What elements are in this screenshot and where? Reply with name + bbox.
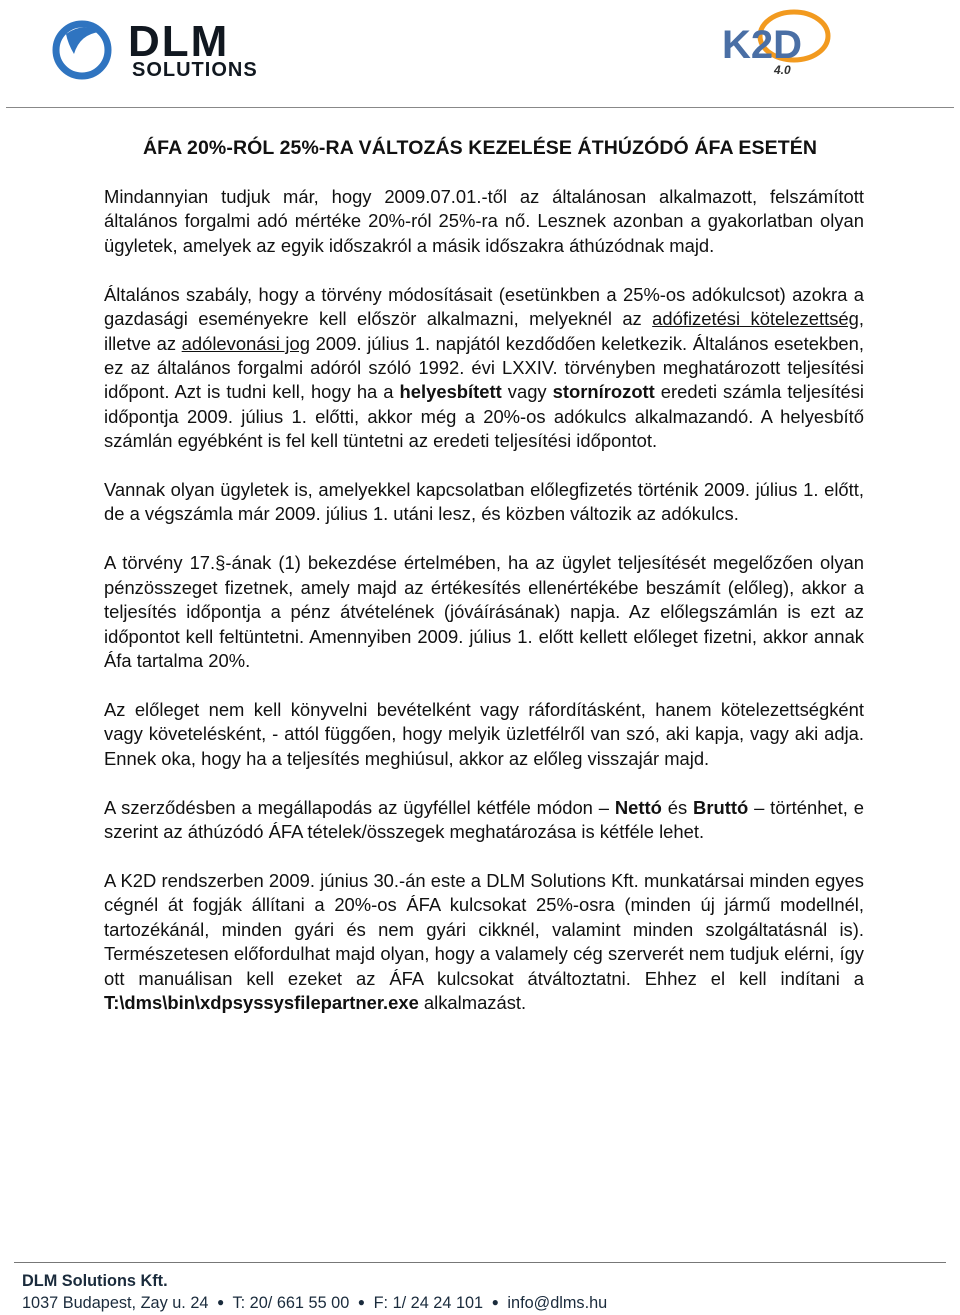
footer-address: 1037 Budapest, Zay u. 24: [22, 1294, 209, 1312]
paragraph-6: [104, 796, 864, 845]
footer-email: info@dlms.hu: [507, 1294, 608, 1312]
footer-company: DLM Solutions Kft.: [22, 1272, 168, 1290]
paragraph-2-text-b: , illetve az: [104, 308, 864, 354]
paragraph-5: Az előleget nem kell könyvelni bevételként vagy ráfordításként, hanem kötelezettségként vagy követelésként, - attól függően, hogy melyik üzletfélről van szó, aki kapja, vagy aki adja. Ennek oka, hogy ha a teljesítés meghiúsul, akkor az előleg visszajár majd.: [104, 698, 864, 769]
document-title: ÁFA 20%-RÓL 25%-RA VÁLTOZÁS KEZELÉSE ÁTHÚZÓDÓ ÁFA ESETÉN: [142, 137, 818, 159]
footer-fax: F: 1/ 24 24 101: [373, 1294, 484, 1312]
footer-phone: T: 20/ 661 55 00: [232, 1294, 350, 1312]
underlined-tax-obligation: adófizetési kötelezettség: [652, 308, 859, 330]
dlm-logo-main-text: DLM: [128, 17, 230, 66]
paragraph-4: A törvény 17.§-ának (1) bekezdése értelmében, ha az ügylet teljesítését megelőzően olyan pénzösszeget fizetnek, amely majd az értékesítés ellenértékébe beszámít (előleg), akkor a teljesítés időpontja a pénz átvételének (jóváírásának) napja. Az előlegszámlán is ezt az időpontot kell feltüntetni. Amennyiben 2009. július 1. előtt kellett előleget fizetni, akkor annak Áfa tartalma 20%.: [104, 552, 864, 671]
document-body: [104, 185, 864, 1040]
footer-divider: [14, 1262, 946, 1263]
dlm-logo-swoosh-icon: [66, 27, 100, 54]
page-footer: [22, 1271, 607, 1314]
paragraph-7-text-a: A K2D rendszerben 2009. június 30.-án este a DLM Solutions Kft. munkatársai minden egyes cégnél át fogják állítani a 20%-os ÁFA kulcsokat 25%-osra (minden új jármű modellnél, tartozékánál, minden gyári és nem gyári cikknél, valamint minden szolgáltatásnál is). Természetesen előfordulhat majd olyan, hogy a valamely cég szerverét nem tudjuk elérni, így ott manuálisan kell ezeket az ÁFA kulcsokat átváltoztatni. Ehhez el kell indítani a: [104, 869, 864, 989]
dlm-solutions-logo: [52, 14, 297, 82]
k2d-logo: [716, 6, 851, 78]
bold-exe-path: T:\dms\bin\xdpsyssysfilepartner.exe: [104, 991, 419, 1013]
bold-gross: Bruttó: [693, 796, 749, 818]
paragraph-3: Vannak olyan ügyletek is, amelyekkel kapcsolatban előlegfizetés történik 2009. július 1. előtt, de a végszámla már 2009. július 1. utáni lesz, és közben változik az adókulcs.: [104, 479, 864, 525]
paragraph-2-text-e: eredeti számla teljesítési időpontja 2009. július 1. előtti, akkor még a 20%-os adókulcs alkalmazandó. A helyesbítő számlán egyébként is fel kell tüntetni az eredeti teljesítési időpontot.: [104, 381, 864, 452]
footer-contact-line: [22, 1292, 607, 1314]
bullet-icon: ●: [217, 1295, 225, 1309]
paragraph-1: Mindannyian tudjuk már, hogy 2009.07.01.-től az általánosan alkalmazott, felszámított általános forgalmi adó mértéke 20%-ról 25%-ra nő. Lesznek azonban a gyakorlatban olyan ügyletek, amelyek az egyik időszakról a másik időszakra áthúzódnak majd.: [104, 186, 864, 256]
k2d-logo-main-text: K2D: [722, 23, 803, 67]
paragraph-6-text-b: és: [661, 796, 694, 818]
paragraph-6-text-c: – történhet, e szerint az áthúzódó ÁFA tételek/összegek meghatározása is kétféle lehet.: [104, 796, 864, 843]
bold-cancelled: stornírozott: [552, 381, 655, 403]
paragraph-6-text-a: A szerződésben a megállapodás az ügyféllel kétféle módon –: [104, 796, 615, 818]
bullet-icon: ●: [491, 1295, 499, 1309]
paragraph-2-text-a: Általános szabály, hogy a törvény módosításait (esetünkben a 25%-os adókulcsot) azokra a gazdasági eseményekre kell először alkalmazni, melyeknél az: [104, 283, 864, 330]
paragraph-2-text-d: vagy: [501, 381, 553, 403]
paragraph-7: [104, 869, 864, 1015]
paragraph-2-text-c: 2009. július 1. napjától kezdődően keletkezik. Általános esetekben, ez az általános forgalmi adóról szóló 1992. évi LXXIV. törvényben meghatározott teljesítési időpont. Azt is tudni kell, hogy ha a: [104, 332, 864, 403]
bold-net: Nettó: [614, 796, 662, 818]
bullet-icon: ●: [357, 1295, 366, 1309]
paragraph-7-text-b: alkalmazást.: [418, 991, 527, 1013]
bold-corrected: helyesbített: [399, 381, 502, 403]
page-header: [0, 0, 960, 110]
underlined-deduction-right: adólevonási jog: [181, 332, 310, 354]
k2d-logo-version-text: 4.0: [774, 63, 791, 77]
paragraph-2: [104, 283, 864, 454]
dlm-logo-sub-text: SOLUTIONS: [132, 59, 258, 81]
header-divider: [6, 107, 954, 108]
